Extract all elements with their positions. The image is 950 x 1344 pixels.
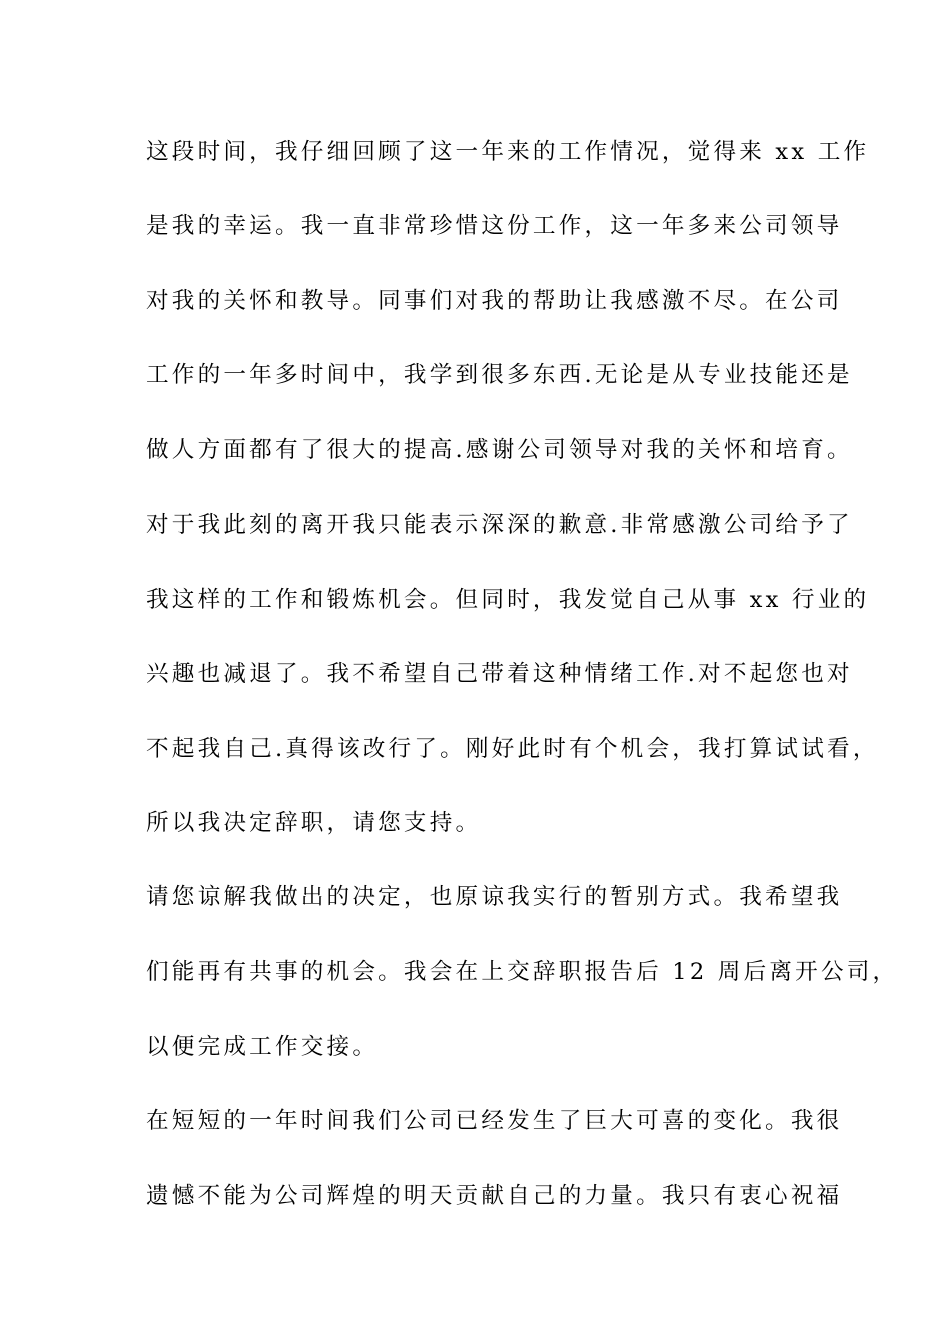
text-line: 工作的一年多时间中，我学到很多东西.无论是从专业技能还是 bbox=[146, 362, 853, 388]
text-line: 以便完成工作交接。 bbox=[146, 1034, 379, 1060]
text-line: 不起我自己.真得该改行了。刚好此时有个机会，我打算试试看， bbox=[146, 736, 879, 762]
text-line: 对我的关怀和教导。同事们对我的帮助让我感激不尽。在公司 bbox=[146, 288, 843, 314]
text-line: 是我的幸运。我一直非常珍惜这份工作，这一年多来公司领导 bbox=[146, 213, 843, 239]
text-line: 遗憾不能为公司辉煌的明天贡献自己的力量。我只有衷心祝福 bbox=[146, 1183, 843, 1209]
text-line: 请您谅解我做出的决定，也原谅我实行的暂别方式。我希望我 bbox=[146, 884, 843, 910]
text-line: 兴趣也减退了。我不希望自己带着这种情绪工作.对不起您也对 bbox=[146, 661, 853, 687]
text-line: 对于我此刻的离开我只能表示深深的歉意.非常感激公司给予了 bbox=[146, 512, 853, 538]
text-line: 在短短的一年时间我们公司已经发生了巨大可喜的变化。我很 bbox=[146, 1108, 843, 1134]
text-line: 们能再有共事的机会。我会在上交辞职报告后 12 周后离开公司， bbox=[146, 959, 899, 985]
text-line: 所以我决定辞职，请您支持。 bbox=[146, 810, 482, 836]
text-line: 我这样的工作和锻炼机会。但同时，我发觉自己从事 xx 行业的 bbox=[146, 587, 870, 613]
text-line: 做人方面都有了很大的提高.感谢公司领导对我的关怀和培育。 bbox=[146, 437, 853, 463]
text-line: 这段时间，我仔细回顾了这一年来的工作情况，觉得来 xx 工作 bbox=[146, 139, 870, 165]
